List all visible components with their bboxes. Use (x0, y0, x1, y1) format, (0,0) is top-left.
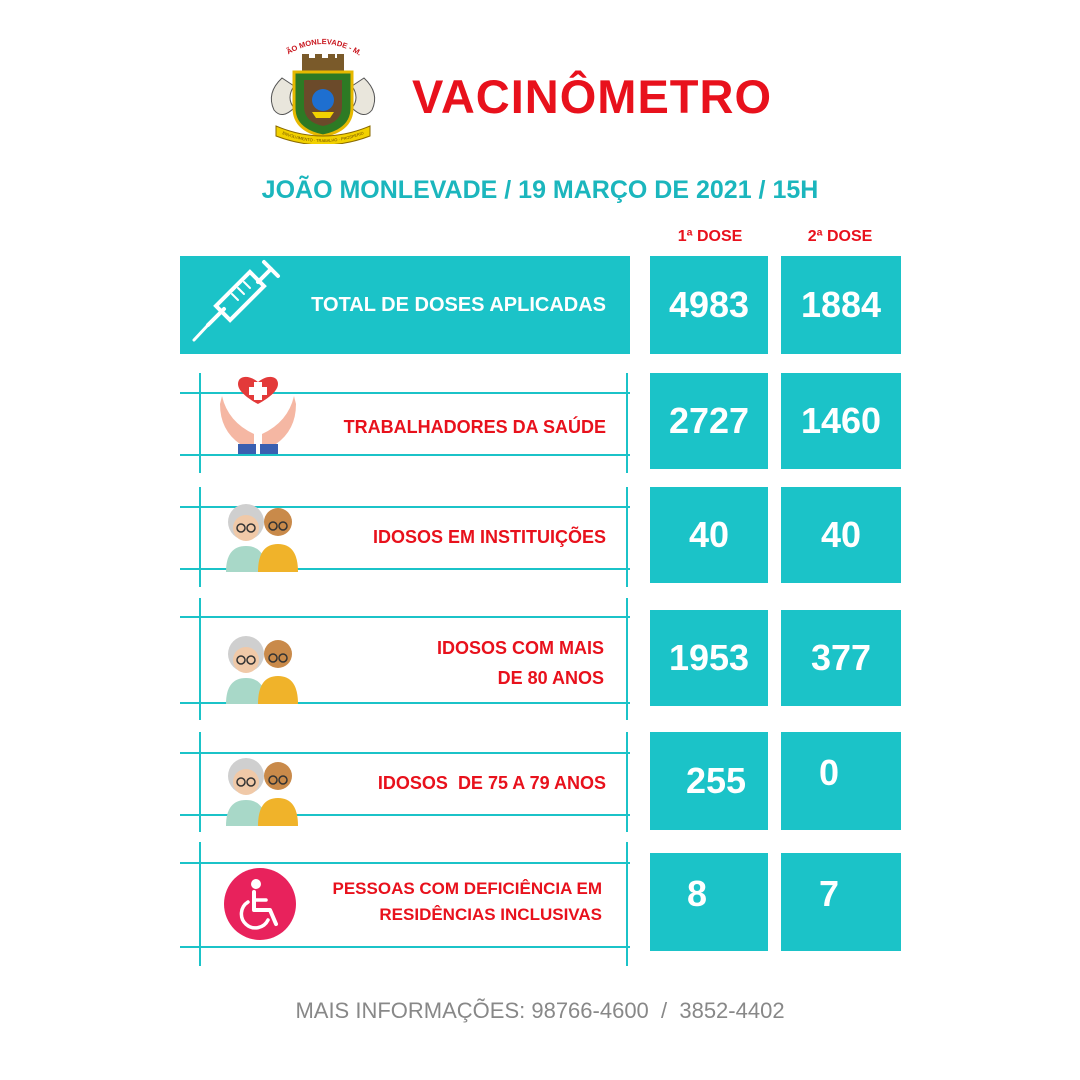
column-header-dose2: 2ª DOSE (807, 228, 873, 245)
row-label-disabled-line1: PESSOAS COM DEFICIÊNCIA EM (332, 879, 602, 898)
value-health-dose1: 2727 (650, 373, 768, 469)
value-institutions-dose2: 40 (781, 487, 901, 583)
value-total-dose1: 4983 (650, 256, 768, 354)
row-label-over-80-line1: IDOSOS COM MAIS (436, 638, 604, 658)
column-header-dose1: 1ª DOSE (677, 228, 743, 245)
value-disabled-dose2: 7 (781, 853, 901, 951)
row-label-elderly-institutions: IDOSOS EM INSTITUIÇÕES (372, 527, 606, 547)
value-75-79-dose1: 255 (650, 732, 768, 830)
svg-text:JOÃO MONLEVADE - M.G. (264, 38, 363, 57)
value-over80-dose1: 1953 (650, 610, 768, 706)
row-label-75-79: IDOSOS DE 75 A 79 ANOS (377, 773, 606, 793)
value-health-dose2: 1460 (781, 373, 901, 469)
city-crest-logo (264, 38, 382, 144)
row-label-health-workers: TRABALHADORES DA SAÚDE (343, 417, 606, 437)
value-institutions-dose1: 40 (650, 487, 768, 583)
value-over80-dose2: 377 (781, 610, 901, 706)
page-subtitle: JOÃO MONLEVADE / 19 MARÇO DE 2021 / 15H (261, 176, 819, 204)
crest-top-text: ÃO MONLEVADE - M. (284, 38, 364, 58)
row-label-total: TOTAL DE DOSES APLICADAS (311, 294, 606, 316)
crest-motto: ENVOLVIMENTO · TRABALHO · PROSPERID (281, 130, 365, 144)
row-label-disabled-line2: RESIDÊNCIAS INCLUSIVAS (379, 905, 602, 924)
value-75-79-dose2: 0 (781, 732, 901, 830)
row-label-over-80-line2: DE 80 ANOS (497, 668, 604, 688)
value-total-dose2: 1884 (781, 256, 901, 354)
total-doses-banner (180, 256, 630, 354)
footer-contact-info: MAIS INFORMAÇÕES: 98766-4600 / 3852-4402 (295, 998, 785, 1023)
page-title: VACINÔMETRO (412, 70, 773, 123)
value-disabled-dose1: 8 (650, 853, 768, 951)
